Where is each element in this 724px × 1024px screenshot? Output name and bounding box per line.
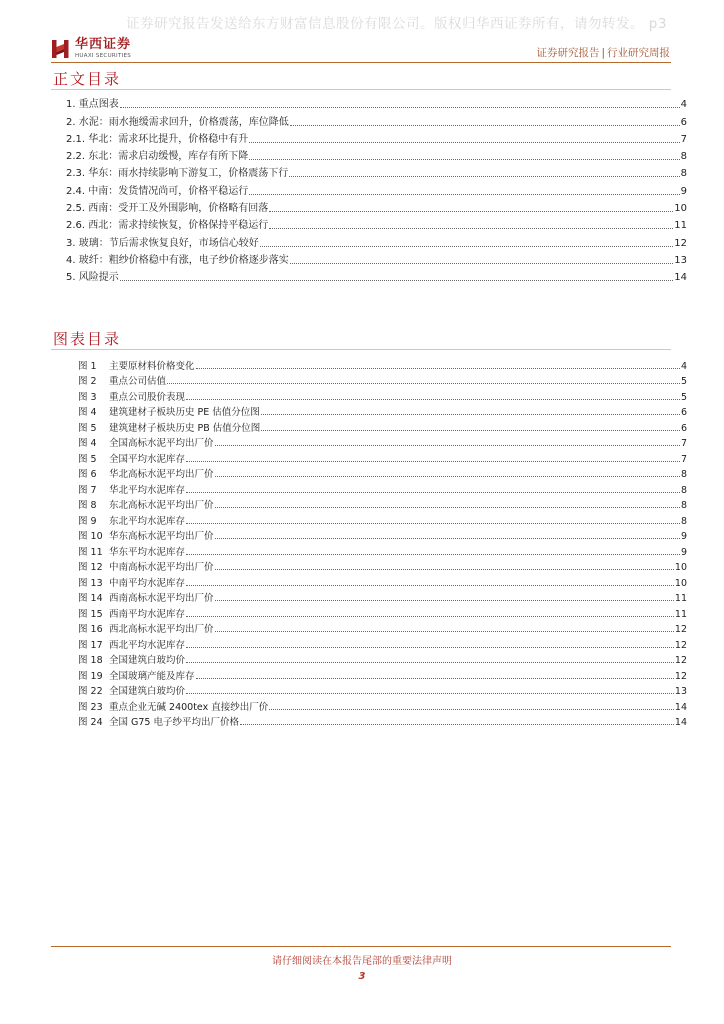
dot-leader xyxy=(215,630,674,632)
figure-entry-number: 图 22 xyxy=(78,686,103,697)
dot-leader xyxy=(186,615,674,617)
figure-entry-page: 14 xyxy=(674,701,687,713)
dot-leader xyxy=(196,367,680,369)
figure-entry-number: 图 24 xyxy=(78,717,103,728)
toc-entry-label: 2.6. 西北：需求持续恢复，价格保持平稳运行 xyxy=(66,220,269,232)
figure-entry-number: 图 2 xyxy=(78,376,97,387)
watermark-text: 证券研究报告发送给东方财富信息股份有限公司。版权归华西证券所有，请勿转发。 p3 xyxy=(126,16,667,32)
figure-entry-number: 图 14 xyxy=(78,593,103,604)
figure-entry-number: 图 9 xyxy=(78,515,97,527)
figure-entry-label: 全国 G75 电子纱平均出厂价格 xyxy=(109,717,239,728)
dot-leader xyxy=(215,475,680,477)
figure-entry-number: 图 8 xyxy=(78,500,97,511)
figure-entry-number: 图 18 xyxy=(78,655,103,666)
figure-entry-label: 华北高标水泥平均出厂价 xyxy=(109,469,214,480)
figure-entry-page: 7 xyxy=(680,453,687,465)
figure-entry-page: 5 xyxy=(680,391,687,403)
dot-leader xyxy=(215,444,680,446)
figure-entry-page: 6 xyxy=(680,407,687,418)
dot-leader xyxy=(249,158,679,160)
toc-entry-page: 8 xyxy=(680,151,687,163)
figure-entry[interactable] xyxy=(78,496,687,512)
toc-entry-page: 9 xyxy=(680,185,687,197)
figure-entry-page: 9 xyxy=(680,531,687,542)
figure-entry[interactable] xyxy=(78,589,687,605)
dot-leader xyxy=(260,245,674,247)
dot-leader xyxy=(186,584,674,586)
figure-entry-number: 图 5 xyxy=(78,422,97,434)
figure-entry[interactable] xyxy=(78,434,687,450)
figure-entry-page: 13 xyxy=(674,686,687,697)
page-number: 3 xyxy=(358,971,366,982)
dot-leader xyxy=(186,460,680,462)
figure-entry-label: 西北平均水泥库存 xyxy=(109,639,186,651)
figure-entry[interactable] xyxy=(78,558,687,574)
figures-title: 图表目录 xyxy=(53,330,122,348)
toc-entry-page: 12 xyxy=(674,237,687,249)
toc-entry[interactable] xyxy=(66,198,687,215)
figure-entry-page: 5 xyxy=(680,376,687,387)
figure-entry-label: 华北平均水泥库存 xyxy=(109,484,186,496)
dot-leader xyxy=(215,568,674,570)
dot-leader xyxy=(269,227,673,229)
figure-entry[interactable] xyxy=(78,542,687,558)
figure-entry-number: 图 1 xyxy=(78,360,97,372)
figure-entry-number: 图 11 xyxy=(78,546,103,558)
figure-entry-page: 11 xyxy=(674,593,687,604)
figure-entry-number: 图 17 xyxy=(78,639,103,651)
figure-entry-label: 主要原材料价格变化 xyxy=(109,360,195,372)
figure-entry-page: 9 xyxy=(680,546,687,558)
figure-entry-label: 西北高标水泥平均出厂价 xyxy=(109,624,214,635)
figure-entry-page: 8 xyxy=(680,515,687,527)
figures-title-rule xyxy=(51,349,671,350)
dot-leader xyxy=(186,491,680,493)
toc-entry-label: 3. 玻璃：节后需求恢复良好，市场信心较好 xyxy=(66,237,259,249)
toc-title: 正文目录 xyxy=(53,70,122,88)
figure-entry[interactable] xyxy=(78,604,687,620)
toc-entry-label: 2.2. 东北：需求启动缓慢，库存有所下降 xyxy=(66,151,249,163)
toc-entry-label: 2.1. 华北：需求环比提升，价格稳中有升 xyxy=(66,133,249,145)
toc-entry-page: 10 xyxy=(674,203,687,215)
figure-entry-label: 中南高标水泥平均出厂价 xyxy=(109,562,214,573)
figure-entry-label: 重点企业无碱 2400tex 直接纱出厂价 xyxy=(109,701,269,713)
toc-entry-page: 6 xyxy=(680,116,687,128)
figure-entry[interactable] xyxy=(78,465,687,481)
toc-title-rule xyxy=(51,89,671,90)
figure-entry[interactable] xyxy=(78,527,687,543)
toc-entry-page: 4 xyxy=(680,99,687,111)
figure-entry-page: 10 xyxy=(674,577,687,589)
logo-english-name: HUAXI SECURITIES xyxy=(75,53,132,60)
dot-leader xyxy=(215,599,674,601)
figure-entry-number: 图 7 xyxy=(78,484,97,496)
dot-leader xyxy=(196,677,674,679)
toc-entry[interactable] xyxy=(66,250,687,267)
figure-entry-label: 西南平均水泥库存 xyxy=(109,608,186,620)
dot-leader xyxy=(186,398,680,400)
figure-entry-number: 图 13 xyxy=(78,577,103,589)
figure-entry[interactable] xyxy=(78,620,687,636)
toc-entry[interactable] xyxy=(66,180,687,197)
footer-divider xyxy=(51,946,671,947)
figure-entry-label: 重点公司估值 xyxy=(109,376,167,387)
figure-entry[interactable] xyxy=(78,666,687,682)
figure-entry[interactable] xyxy=(78,480,687,496)
figure-entry-number: 图 3 xyxy=(78,391,97,403)
logo-chinese-name: 华西证券 xyxy=(75,37,132,53)
dot-leader xyxy=(289,175,679,177)
figure-entry-page: 11 xyxy=(674,608,687,620)
figure-entry-number: 图 4 xyxy=(78,407,97,418)
figure-entry-page: 12 xyxy=(674,639,687,651)
toc-entry-label: 5. 风险提示 xyxy=(66,272,119,284)
dot-leader xyxy=(167,382,680,384)
figure-entry-label: 全国建筑白玻均价 xyxy=(109,655,186,666)
figure-entry-number: 图 10 xyxy=(78,531,103,542)
figure-entry-number: 图 4 xyxy=(78,438,97,449)
dot-leader xyxy=(261,429,680,431)
dot-leader xyxy=(269,708,674,710)
figure-entry-label: 华东平均水泥库存 xyxy=(109,546,186,558)
dot-leader xyxy=(215,506,680,508)
figure-entry-page: 8 xyxy=(680,500,687,511)
figure-entry-label: 中南平均水泥库存 xyxy=(109,577,186,589)
figure-entry[interactable] xyxy=(78,651,687,667)
figure-entry-label: 建筑建材子板块历史 PB 估值分位图 xyxy=(109,422,261,434)
figure-entry-page: 8 xyxy=(680,484,687,496)
figure-entry-label: 东北平均水泥库存 xyxy=(109,515,186,527)
toc-entry-label: 2.5. 西南：受开工及外围影响，价格略有回落 xyxy=(66,203,269,215)
toc-entry-label: 2.4. 中南：发货情况尚可，价格平稳运行 xyxy=(66,185,249,197)
figure-entry[interactable] xyxy=(78,387,687,403)
toc-entry[interactable] xyxy=(66,94,687,111)
report-subtype: 行业研究周报 xyxy=(607,47,670,59)
toc-entry-page: 8 xyxy=(680,168,687,180)
toc-entry-page: 13 xyxy=(674,254,687,266)
toc-entry-page: 11 xyxy=(674,220,687,232)
header-divider xyxy=(51,62,671,63)
toc-entry-label: 1. 重点图表 xyxy=(66,99,119,111)
toc-entry[interactable] xyxy=(66,267,687,284)
toc-entry-label: 2. 水泥：雨水拖缓需求回升，价格震荡，库位降低 xyxy=(66,116,289,128)
figure-entry-label: 建筑建材子板块历史 PE 估值分位图 xyxy=(109,407,260,418)
figure-entry-number: 图 19 xyxy=(78,670,103,682)
figure-entry-page: 6 xyxy=(680,422,687,434)
toc-entry[interactable] xyxy=(66,232,687,249)
figure-entry-label: 西南高标水泥平均出厂价 xyxy=(109,593,214,604)
toc-entry[interactable] xyxy=(66,163,687,180)
dot-leader xyxy=(261,413,680,415)
figure-entry-page: 14 xyxy=(674,717,687,728)
dot-leader xyxy=(249,193,679,195)
dot-leader xyxy=(120,279,674,281)
figure-entry-page: 7 xyxy=(680,438,687,449)
huaxi-logo-icon xyxy=(51,38,71,60)
figure-entry[interactable] xyxy=(78,573,687,589)
dot-leader xyxy=(186,692,674,694)
dot-leader xyxy=(215,537,680,539)
dot-leader xyxy=(290,124,680,126)
dot-leader xyxy=(186,646,674,648)
figure-entry-label: 全国建筑白玻均价 xyxy=(109,686,186,697)
legal-disclaimer: 请仔细阅读在本报告尾部的重要法律声明 xyxy=(272,956,452,967)
figure-entry[interactable] xyxy=(78,511,687,527)
toc-entry-label: 4. 玻纤：粗纱价格稳中有涨，电子纱价格逐步落实 xyxy=(66,254,289,266)
figure-entry-label: 华东高标水泥平均出厂价 xyxy=(109,531,214,542)
dot-leader xyxy=(269,210,673,212)
figure-entry-page: 12 xyxy=(674,670,687,682)
figure-entry-number: 图 6 xyxy=(78,469,97,480)
toc-entry-page: 14 xyxy=(674,272,687,284)
toc-entry[interactable] xyxy=(66,146,687,163)
figure-entry-page: 4 xyxy=(680,360,687,372)
figure-entry-number: 图 5 xyxy=(78,453,97,465)
dot-leader xyxy=(249,141,679,143)
toc-entry-page: 7 xyxy=(680,133,687,145)
figure-entry[interactable] xyxy=(78,372,687,388)
figure-entry[interactable] xyxy=(78,713,687,729)
dot-leader xyxy=(186,661,674,663)
dot-leader xyxy=(240,723,674,725)
figure-entry-label: 重点公司股价表现 xyxy=(109,391,186,403)
figure-entry-page: 12 xyxy=(674,655,687,666)
figure-entry-label: 东北高标水泥平均出厂价 xyxy=(109,500,214,511)
figure-entry-number: 图 12 xyxy=(78,562,103,573)
figure-entry-page: 12 xyxy=(674,624,687,635)
figure-entry[interactable] xyxy=(78,635,687,651)
toc-entry[interactable] xyxy=(66,129,687,146)
toc-entry-label: 2.3. 华东：雨水持续影响下游复工，价格震荡下行 xyxy=(66,168,289,180)
huaxi-logo xyxy=(51,36,131,62)
dot-leader xyxy=(120,106,680,108)
figure-entry-label: 全国玻璃产能及库存 xyxy=(109,670,195,682)
figure-entry[interactable] xyxy=(78,697,687,713)
toc-entry[interactable] xyxy=(66,111,687,128)
figure-entry[interactable] xyxy=(78,682,687,698)
figure-entry[interactable] xyxy=(78,449,687,465)
figure-entry-label: 全国平均水泥库存 xyxy=(109,453,186,465)
figure-entry[interactable] xyxy=(78,356,687,372)
report-type: 证券研究报告 xyxy=(536,47,600,59)
dot-leader xyxy=(186,522,680,524)
figure-list xyxy=(78,356,687,728)
figure-entry-number: 图 15 xyxy=(78,608,103,620)
table-of-contents xyxy=(66,94,687,284)
toc-entry[interactable] xyxy=(66,215,687,232)
figure-entry[interactable] xyxy=(78,418,687,434)
report-type-label: 证券研究报告 | 行业研究周报 xyxy=(536,47,670,59)
figure-entry[interactable] xyxy=(78,403,687,419)
figure-entry-number: 图 16 xyxy=(78,624,103,635)
figure-entry-label: 全国高标水泥平均出厂价 xyxy=(109,438,214,449)
figure-entry-page: 10 xyxy=(674,562,687,573)
dot-leader xyxy=(290,262,674,264)
figure-entry-page: 8 xyxy=(680,469,687,480)
dot-leader xyxy=(186,553,680,555)
figure-entry-number: 图 23 xyxy=(78,701,103,713)
